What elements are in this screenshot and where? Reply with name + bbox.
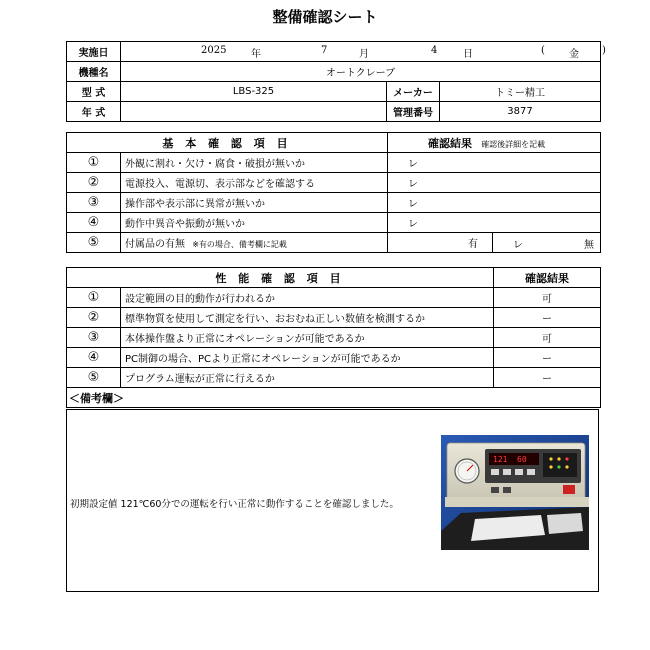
basic-item-text: 電源投入、電源切、表示部などを確認する xyxy=(121,173,388,193)
performance-check-table xyxy=(66,267,601,408)
table-row xyxy=(67,153,601,173)
basic-num: ③ xyxy=(67,193,121,213)
perf-item-result: ー xyxy=(494,368,601,388)
memo-text: 初期設定値 121℃60分での運転を行い正常に動作することを確認しました。 xyxy=(70,499,399,510)
basic-header: 基 本 確 認 項 目 xyxy=(67,133,388,153)
accessory-note: ※有の場合、備考欄に記載 xyxy=(192,240,287,249)
year-value xyxy=(121,102,387,122)
basic-result-header xyxy=(388,133,601,153)
year-label: 年 式 xyxy=(67,102,121,122)
model-label: 型 式 xyxy=(67,82,121,102)
basic-item-text: 動作中異音や振動が無いか xyxy=(121,213,388,233)
basic-item-text: 外観に割れ・欠け・腐食・破損が無いか xyxy=(121,153,388,173)
perf-item-text: プログラム運転が正常に行えるか xyxy=(121,368,494,388)
basic-item-result: レ xyxy=(388,173,601,193)
basic-num: ④ xyxy=(67,213,121,233)
date-value xyxy=(121,42,606,62)
perf-header: 性 能 確 認 項 目 xyxy=(67,268,494,288)
basic-item-text: 操作部や表示部に異常が無いか xyxy=(121,193,388,213)
table-row xyxy=(67,288,601,308)
date-year-unit: 年 xyxy=(251,49,261,60)
table-row xyxy=(67,213,601,233)
perf-item-text: 設定範囲の目的動作が行われるか xyxy=(121,288,494,308)
autoclave-illustration xyxy=(441,435,589,550)
accessory-label: 付属品の有無 xyxy=(125,239,185,250)
maker-label: メーカー xyxy=(387,82,440,102)
maker-value: トミー精工 xyxy=(440,82,601,102)
basic-item-result: レ xyxy=(388,153,601,173)
display-temp: 121 xyxy=(493,455,508,464)
date-label: 実施日 xyxy=(67,42,121,62)
mgmt-label: 管理番号 xyxy=(387,102,440,122)
table-row xyxy=(67,328,601,348)
perf-item-result: 可 xyxy=(494,288,601,308)
date-day-unit: 日 xyxy=(463,49,473,60)
weekday-close: ) xyxy=(602,45,606,56)
accessory-no: 無 xyxy=(584,240,594,251)
table-row xyxy=(67,173,601,193)
kind-label: 機種名 xyxy=(67,62,121,82)
autoclave-photo xyxy=(441,435,589,550)
basic-num: ② xyxy=(67,173,121,193)
perf-item-result: ー xyxy=(494,348,601,368)
perf-item-result: 可 xyxy=(494,328,601,348)
date-month-unit: 月 xyxy=(359,49,369,60)
memo-box xyxy=(66,409,599,592)
table-row xyxy=(67,308,601,328)
date-year: 2025 xyxy=(201,45,227,56)
model-value: LBS-325 xyxy=(121,82,387,102)
accessory-mark: レ xyxy=(513,240,523,251)
weekday-open: ( xyxy=(541,45,545,56)
perf-num: ⑤ xyxy=(67,368,121,388)
perf-item-result: ー xyxy=(494,308,601,328)
display-time: 60 xyxy=(517,455,527,464)
perf-num: ② xyxy=(67,308,121,328)
basic-num: ⑤ xyxy=(67,233,121,253)
kind-value: オートクレーブ xyxy=(121,62,601,82)
basic-num: ① xyxy=(67,153,121,173)
date-month: 7 xyxy=(321,45,328,56)
perf-num: ① xyxy=(67,288,121,308)
page-title: 整備確認シート xyxy=(272,8,378,26)
basic-item-result: レ xyxy=(388,213,601,233)
perf-item-text: 標準物質を使用して測定を行い、おおむね正しい数値を検測するか xyxy=(121,308,494,328)
perf-result-header: 確認結果 xyxy=(494,268,601,288)
basic-result-note: 確認後詳細を記載 xyxy=(481,139,546,149)
memo-label: ＜備考欄＞ xyxy=(67,388,601,408)
table-row xyxy=(67,193,601,213)
accessory-yes: 有 xyxy=(388,233,493,253)
perf-item-text: PC制御の場合、PCより正常にオペレーションが可能であるか xyxy=(121,348,494,368)
table-row xyxy=(67,368,601,388)
info-table xyxy=(66,41,606,122)
basic-result-title: 確認結果 xyxy=(428,136,472,150)
accessory-no-cell xyxy=(493,233,601,253)
basic-item-result: レ xyxy=(388,193,601,213)
date-day: 4 xyxy=(431,45,438,56)
table-row xyxy=(67,348,601,368)
weekday: 金 xyxy=(569,49,579,60)
perf-num: ③ xyxy=(67,328,121,348)
mgmt-value: 3877 xyxy=(440,102,601,122)
accessory-text xyxy=(121,233,388,253)
basic-check-table xyxy=(66,132,601,253)
perf-num: ④ xyxy=(67,348,121,368)
table-row xyxy=(67,233,601,253)
perf-item-text: 本体操作盤より正常にオペレーションが可能であるか xyxy=(121,328,494,348)
